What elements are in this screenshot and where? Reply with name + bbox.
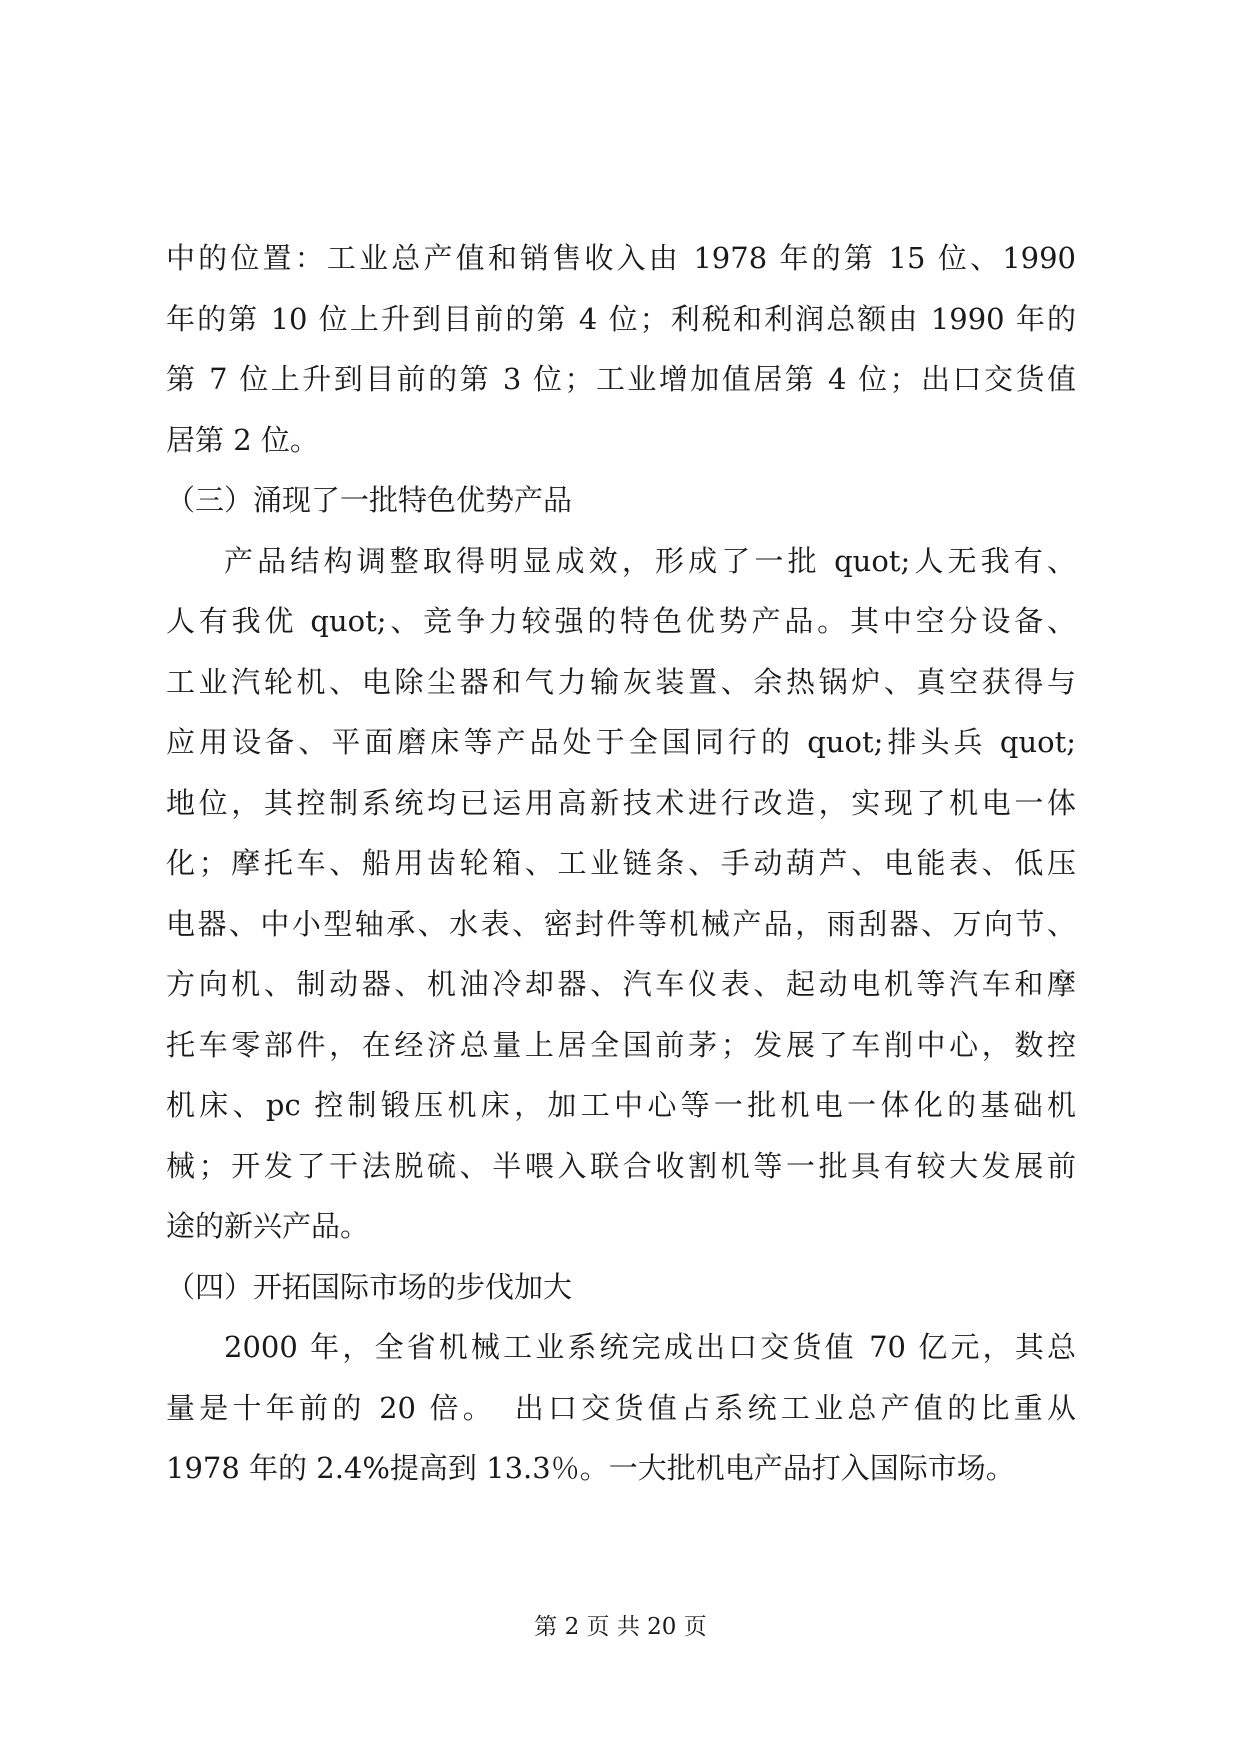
paragraph-featured-products	[166, 531, 1076, 1257]
text-line: 电器、中小型轴承、水表、密封件等机械产品，雨刮器、万向节、	[166, 906, 1076, 941]
text-line: 工业汽轮机、电除尘器和气力输灰装置、余热锅炉、真空获得与	[166, 664, 1076, 699]
heading-text: （三）涌现了一批特色优势产品	[166, 483, 573, 517]
text-line: 途的新兴产品。	[166, 1209, 370, 1243]
heading-text: （四）开拓国际市场的步伐加大	[166, 1269, 573, 1304]
text-line: 产品结构调整取得明显成效，形成了一批 quot;人无我有、	[224, 543, 1076, 578]
text-line: 2000 年，全省机械工业系统完成出口交货值 70 亿元，其总	[224, 1330, 1076, 1364]
text-line: 人有我优 quot;、竞争力较强的特色优势产品。其中空分设备、	[166, 604, 1076, 638]
document-body	[166, 228, 1076, 1499]
text-line: 应用设备、平面磨床等产品处于全国同行的 quot;排头兵 quot;	[166, 725, 1076, 759]
text-line: 居第 2 位。	[166, 422, 319, 457]
text-line: 年的第 10 位上升到目前的第 4 位；利税和利润总额由 1990 年的	[166, 301, 1076, 336]
paragraph-export-growth	[166, 1317, 1076, 1499]
text-line: 托车零部件，在经济总量上居全国前茅；发展了车削中心，数控	[166, 1027, 1076, 1062]
text-line: 地位，其控制系统均已运用高新技术进行改造，实现了机电一体	[166, 785, 1076, 820]
paragraph-position-ranking	[166, 228, 1076, 470]
text-line: 械；开发了干法脱硫、半喂入联合收割机等一批具有较大发展前	[166, 1148, 1076, 1183]
page-number-footer: 第 2 页 共 20 页	[534, 1614, 707, 1640]
section-heading-3	[166, 470, 1076, 531]
text-line: 第 7 位上升到目前的第 3 位；工业增加值居第 4 位；出口交货值	[166, 362, 1076, 396]
text-line: 量是十年前的 20 倍。 出口交货值占系统工业总产值的比重从	[166, 1390, 1076, 1425]
text-line: 1978 年的 2.4%提高到 13.3％。一大批机电产品打入国际市场。	[166, 1451, 1015, 1485]
text-line: 机床、pc 控制锻压机床，加工中心等一批机电一体化的基础机	[166, 1088, 1076, 1122]
text-line: 方向机、制动器、机油冷却器、汽车仪表、起动电机等汽车和摩	[166, 967, 1076, 1001]
section-heading-4	[166, 1257, 1076, 1318]
text-line: 中的位置：工业总产值和销售收入由 1978 年的第 15 位、1990	[166, 241, 1076, 275]
text-line: 化；摩托车、船用齿轮箱、工业链条、手动葫芦、电能表、低压	[166, 846, 1076, 880]
